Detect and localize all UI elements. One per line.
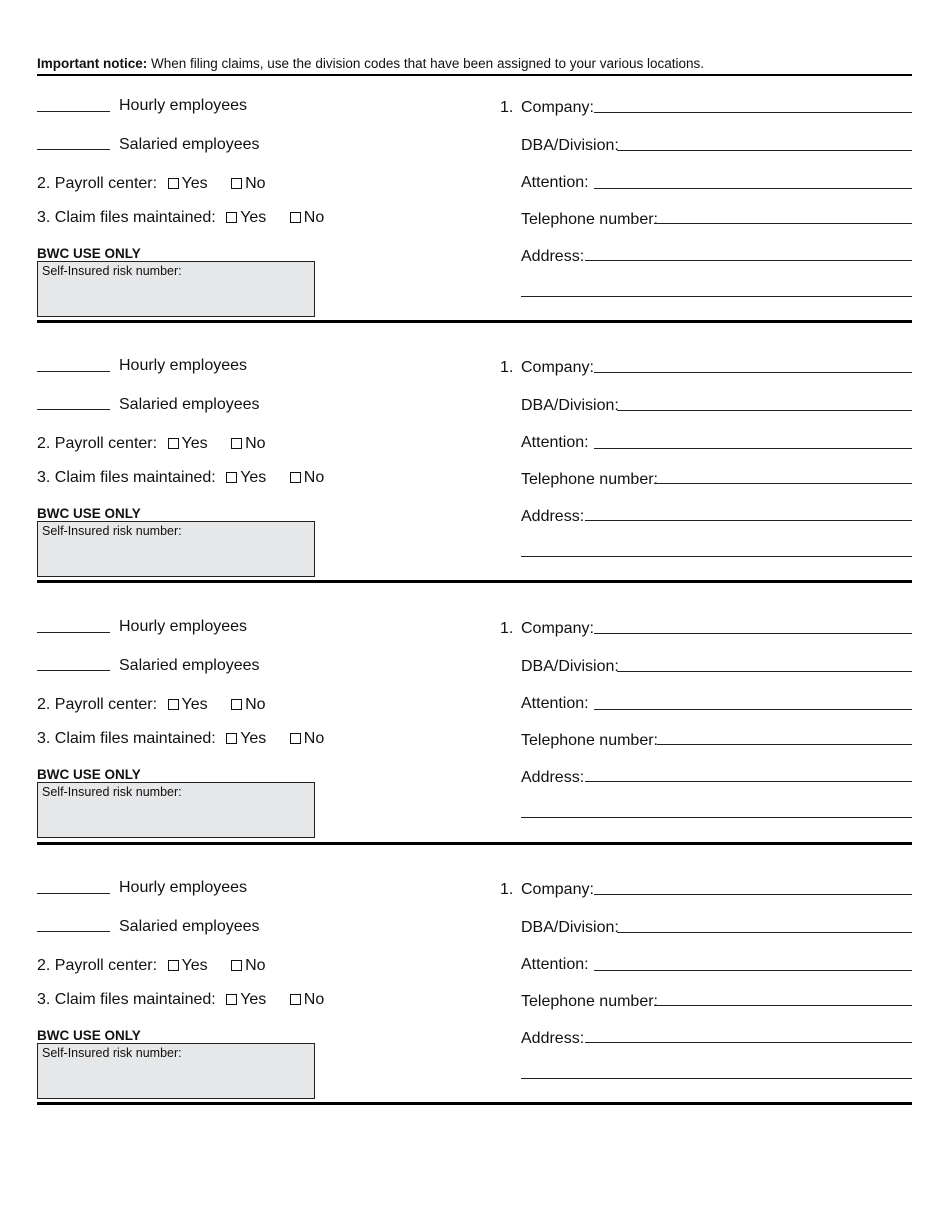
location-section-4 [0, 862, 950, 1122]
claim-yes-option[interactable] [226, 991, 266, 1008]
payroll-yes-checkbox[interactable] [168, 960, 179, 971]
yes-label: Yes [181, 957, 208, 974]
salaried-label: Salaried employees [119, 918, 260, 935]
hourly-count-field[interactable] [37, 893, 110, 894]
claim-yes-checkbox[interactable] [226, 994, 237, 1005]
company-field[interactable] [594, 372, 912, 373]
claim-files-row [37, 209, 324, 227]
claim-yes-option[interactable] [226, 469, 266, 486]
payroll-no-option[interactable] [231, 175, 265, 192]
location-section-1 [0, 80, 950, 340]
no-label: No [245, 435, 266, 452]
yes-label: Yes [240, 469, 267, 486]
address-field-line-2[interactable] [521, 1078, 912, 1079]
payroll-no-checkbox[interactable] [231, 960, 242, 971]
attention-label: Attention: [521, 174, 589, 191]
address-label: Address: [521, 769, 585, 786]
no-label: No [303, 991, 325, 1008]
hourly-count-field[interactable] [37, 632, 110, 633]
attention-field[interactable] [594, 448, 912, 449]
claim-yes-option[interactable] [226, 730, 266, 747]
telephone-field[interactable] [657, 744, 912, 745]
attention-label: Attention: [521, 434, 589, 451]
claim-files-label: 3. Claim files maintained: [37, 209, 216, 226]
address-label: Address: [521, 508, 585, 525]
company-label: Company: [521, 359, 594, 376]
notice-text: When filing claims, use the division codes that have been assigned to your various locations. [147, 56, 705, 71]
payroll-center-row [37, 175, 266, 193]
claim-yes-option[interactable] [226, 209, 266, 226]
attention-label: Attention: [521, 695, 589, 712]
yes-label: Yes [240, 209, 267, 226]
yes-label: Yes [181, 435, 208, 452]
company-label: Company: [521, 881, 594, 898]
bwc-use-only-label: BWC USE ONLY [37, 506, 141, 521]
claim-files-row [37, 469, 324, 487]
risk-number-box[interactable] [37, 782, 315, 838]
location-section-3 [0, 601, 950, 861]
payroll-center-row [37, 957, 266, 975]
payroll-no-checkbox[interactable] [231, 178, 242, 189]
location-section-2 [0, 340, 950, 600]
address-label: Address: [521, 248, 585, 265]
claim-yes-checkbox[interactable] [226, 212, 237, 223]
telephone-label: Telephone number: [521, 471, 658, 488]
attention-field[interactable] [594, 188, 912, 189]
salaried-count-field[interactable] [37, 670, 110, 671]
claim-no-option[interactable] [290, 209, 324, 226]
telephone-label: Telephone number: [521, 211, 658, 228]
risk-number-label: Self-Insured risk number: [42, 524, 182, 538]
no-label: No [303, 469, 325, 486]
payroll-yes-option[interactable] [168, 435, 208, 452]
telephone-field[interactable] [654, 1005, 912, 1006]
risk-number-box[interactable] [37, 521, 315, 577]
address-field-line-2[interactable] [521, 296, 912, 297]
top-divider [37, 74, 912, 76]
payroll-yes-option[interactable] [168, 957, 208, 974]
dba-field[interactable] [617, 410, 912, 411]
dba-label: DBA/Division: [521, 919, 619, 936]
attention-field[interactable] [594, 970, 912, 971]
risk-number-label: Self-Insured risk number: [42, 264, 182, 278]
dba-field[interactable] [617, 150, 912, 151]
dba-label: DBA/Division: [521, 397, 619, 414]
salaried-label: Salaried employees [119, 396, 260, 413]
telephone-field[interactable] [654, 483, 912, 484]
payroll-yes-checkbox[interactable] [168, 178, 179, 189]
company-label: Company: [521, 620, 594, 637]
address-field-line-1[interactable] [585, 781, 912, 782]
no-label: No [303, 730, 325, 747]
hourly-count-field[interactable] [37, 371, 110, 372]
claim-files-label: 3. Claim files maintained: [37, 469, 216, 486]
yes-label: Yes [181, 696, 208, 713]
attention-field[interactable] [594, 709, 912, 710]
yes-label: Yes [181, 175, 208, 192]
claim-files-row [37, 730, 324, 748]
hourly-count-field[interactable] [37, 111, 110, 112]
company-field[interactable] [594, 633, 912, 634]
telephone-label: Telephone number: [521, 732, 658, 749]
item-number: 1. [500, 359, 514, 376]
payroll-center-label: 2. Payroll center: [37, 435, 158, 452]
payroll-no-checkbox[interactable] [231, 438, 242, 449]
bwc-use-only-label: BWC USE ONLY [37, 1028, 141, 1043]
risk-number-box[interactable] [37, 261, 315, 317]
payroll-center-row [37, 696, 266, 714]
claim-no-option[interactable] [290, 730, 324, 747]
risk-number-label: Self-Insured risk number: [42, 785, 182, 799]
company-field[interactable] [594, 894, 912, 895]
payroll-yes-checkbox[interactable] [168, 438, 179, 449]
claim-files-label: 3. Claim files maintained: [37, 730, 216, 747]
dba-field[interactable] [617, 671, 912, 672]
payroll-center-row [37, 435, 266, 453]
company-label: Company: [521, 99, 594, 116]
claim-no-option[interactable] [290, 991, 324, 1008]
salaried-label: Salaried employees [119, 657, 260, 674]
address-field-line-2[interactable] [521, 817, 912, 818]
payroll-no-option[interactable] [231, 957, 265, 974]
claim-files-label: 3. Claim files maintained: [37, 991, 216, 1008]
no-label: No [245, 175, 266, 192]
payroll-center-label: 2. Payroll center: [37, 175, 158, 192]
claim-yes-checkbox[interactable] [226, 733, 237, 744]
claim-no-checkbox[interactable] [290, 212, 301, 223]
claim-no-checkbox[interactable] [290, 733, 301, 744]
address-field-line-1[interactable] [585, 1042, 912, 1043]
claim-files-row [37, 991, 324, 1009]
notice-label: Important notice: [37, 56, 148, 71]
salaried-label: Salaried employees [119, 136, 260, 153]
yes-label: Yes [240, 991, 267, 1008]
payroll-no-option[interactable] [231, 696, 265, 713]
address-field-line-1[interactable] [585, 260, 912, 261]
payroll-no-option[interactable] [231, 435, 265, 452]
claim-no-checkbox[interactable] [290, 994, 301, 1005]
payroll-yes-checkbox[interactable] [168, 699, 179, 710]
payroll-center-label: 2. Payroll center: [37, 696, 158, 713]
payroll-yes-option[interactable] [168, 696, 208, 713]
hourly-label: Hourly employees [119, 357, 248, 374]
claim-no-option[interactable] [290, 469, 324, 486]
payroll-yes-option[interactable] [168, 175, 208, 192]
salaried-count-field[interactable] [37, 409, 110, 410]
section-divider-1 [37, 320, 912, 323]
telephone-field[interactable] [654, 223, 912, 224]
bwc-use-only-label: BWC USE ONLY [37, 246, 141, 261]
section-divider-2 [37, 580, 912, 583]
address-label: Address: [521, 1030, 585, 1047]
risk-number-box[interactable] [37, 1043, 315, 1099]
address-field-line-1[interactable] [585, 520, 912, 521]
item-number: 1. [500, 99, 514, 116]
hourly-label: Hourly employees [119, 879, 248, 896]
item-number: 1. [500, 620, 514, 637]
telephone-label: Telephone number: [521, 993, 658, 1010]
dba-label: DBA/Division: [521, 658, 619, 675]
hourly-label: Hourly employees [119, 618, 248, 635]
bwc-use-only-label: BWC USE ONLY [37, 767, 141, 782]
company-field[interactable] [594, 112, 912, 113]
address-field-line-2[interactable] [521, 556, 912, 557]
no-label: No [303, 209, 325, 226]
payroll-no-checkbox[interactable] [231, 699, 242, 710]
salaried-count-field[interactable] [37, 931, 110, 932]
important-notice [37, 56, 704, 71]
yes-label: Yes [240, 730, 267, 747]
claim-yes-checkbox[interactable] [226, 472, 237, 483]
section-divider-4 [37, 1102, 912, 1105]
payroll-center-label: 2. Payroll center: [37, 957, 158, 974]
dba-label: DBA/Division: [521, 137, 619, 154]
section-divider-3 [37, 842, 912, 845]
no-label: No [245, 696, 266, 713]
item-number: 1. [500, 881, 514, 898]
no-label: No [245, 957, 266, 974]
claim-no-checkbox[interactable] [290, 472, 301, 483]
salaried-count-field[interactable] [37, 149, 110, 150]
attention-label: Attention: [521, 956, 589, 973]
dba-field[interactable] [617, 932, 912, 933]
risk-number-label: Self-Insured risk number: [42, 1046, 182, 1060]
hourly-label: Hourly employees [119, 97, 248, 114]
